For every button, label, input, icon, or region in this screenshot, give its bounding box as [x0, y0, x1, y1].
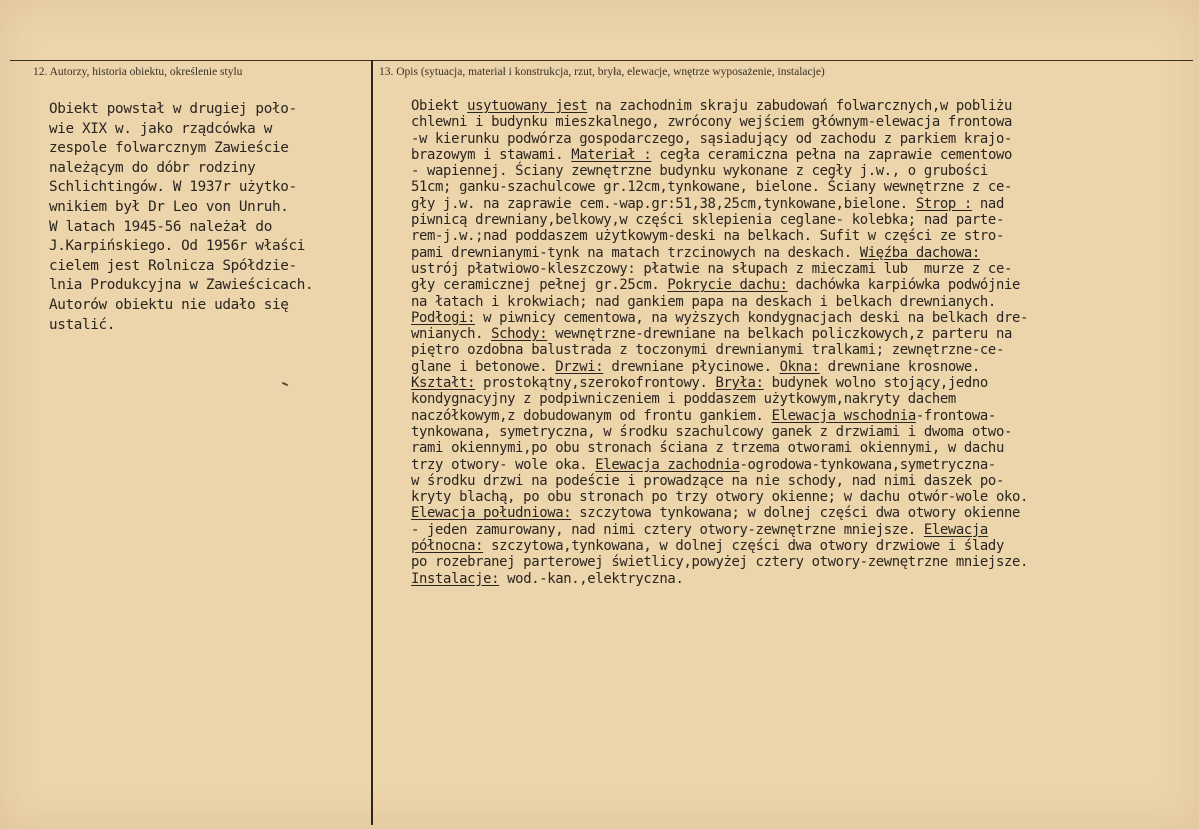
section-heading: Drzwi:	[555, 358, 604, 375]
description-line	[411, 326, 1191, 342]
section-heading: Strop :	[915, 195, 972, 212]
description-line	[411, 310, 1191, 326]
description-line	[411, 359, 1191, 375]
description-line	[411, 554, 1191, 570]
description-segment: na zachodnim skraju zabudowań folwarcznych,w pobliżu	[587, 98, 1012, 114]
description-line	[411, 522, 1191, 538]
description-segment: naczółkowym,z dobudowanym od frontu gankiem.	[411, 407, 772, 424]
description-segment: dachówka karpiówka podwójnie	[787, 277, 1020, 294]
section-heading: Elewacja zachodnia	[595, 456, 740, 473]
history-line: wie XIX w. jako rządcówka w	[49, 120, 272, 137]
description-segment: 51cm; ganku-szachulcowe gr.12cm,tynkowane, bielone. Ściany wewnętrzne z ce-	[411, 179, 1012, 196]
description-segment: Obiekt	[411, 98, 468, 114]
description-line	[411, 391, 1191, 407]
description-line	[411, 342, 1191, 358]
description-line	[411, 571, 1191, 587]
description-segment: nad	[971, 195, 1004, 212]
description-segment: na łatach i krokwiach; nad gankiem papa na deskach i belkach drewnianych.	[411, 293, 996, 310]
description-segment: kondygnacyjny z podpiwniczeniem i poddaszem użytkowym,nakryty dachem	[411, 391, 956, 408]
history-line: cielem jest Rolnicza Spółdzie-	[49, 257, 297, 274]
description-segment: drewniane krosnowe.	[819, 358, 980, 375]
history-line: wnikiem był Dr Leo von Unruh.	[49, 198, 289, 215]
section-heading: Bryła:	[715, 375, 764, 392]
section-heading: Materiał :	[571, 146, 652, 163]
description-line	[411, 375, 1191, 391]
ink-mark	[282, 382, 288, 386]
description-line	[411, 489, 1191, 505]
history-line: lnia Produkcyjna w Zawieścicach.	[49, 277, 314, 294]
section-13-header: 13. Opis (sytuacja, materiał i konstrukcja, rzut, bryła, elewacje, wnętrze wyposażenie, instalacje)	[379, 66, 825, 78]
description-segment: w piwnicy cementowa, na wyższych kondygnacjach deski na belkach dre-	[475, 309, 1028, 326]
description-line	[411, 440, 1191, 456]
description-text	[411, 98, 1191, 587]
description-segment: gły ceramicznej pełnej gr.25cm.	[411, 277, 668, 294]
description-segment: brazowym i stawami.	[411, 146, 572, 163]
description-segment: cegła ceramiczna pełna na zaprawie cementowo	[651, 146, 1012, 163]
section-heading: Okna:	[779, 358, 820, 375]
description-segment: -frontowa-	[915, 407, 996, 424]
section-heading: północna:	[411, 538, 484, 555]
section-heading: Kształt:	[411, 375, 476, 392]
description-line	[411, 196, 1191, 212]
section-heading: Instalacje:	[411, 570, 500, 587]
history-line: zespole folwarcznym Zawieście	[49, 140, 289, 157]
history-line: Autorów obiektu nie udało się	[49, 296, 289, 313]
description-line	[411, 277, 1191, 293]
description-line	[411, 212, 1191, 228]
description-segment: trzy otwory- wole oka.	[411, 456, 596, 473]
history-line: J.Karpińskiego. Od 1956r właści	[49, 238, 305, 255]
description-segment: chlewni i budynku mieszkalnego, zwrócony wejściem głównym-elewacja frontowa	[411, 114, 1012, 131]
section-heading: Elewacja	[923, 521, 988, 538]
section-heading: Elewacja wschodnia	[771, 407, 916, 424]
description-segment: glane i betonowe.	[411, 358, 556, 375]
description-line	[411, 98, 1191, 114]
description-segment: budynek wolno stojący,jedno	[763, 375, 988, 392]
description-line	[411, 228, 1191, 244]
section-heading: Więźba dachowa:	[859, 244, 980, 261]
description-segment: szczytowa tynkowana; w dolnej części dwa otwory okienne	[571, 505, 1020, 522]
header-rule	[10, 60, 1193, 61]
section-heading: usytuowany jest	[467, 98, 588, 114]
history-line: ustalić.	[49, 316, 116, 333]
description-segment: tynkowana, symetryczna, w środku szachulcowy ganek z drzwiami i dwoma otwo-	[411, 423, 1012, 440]
description-line	[411, 114, 1191, 130]
description-segment: -w kierunku podwórza gospodarczego, sąsiadujący od zachodu z parkiem krajo-	[411, 130, 1012, 147]
description-line	[411, 163, 1191, 179]
description-segment: - wapiennej. Ściany zewnętrzne budynku wykonane z cegły j.w., o grubości	[411, 163, 988, 180]
history-line: Obiekt powstał w drugiej poło-	[49, 101, 297, 117]
column-divider	[371, 60, 373, 825]
description-segment: wewnętrzne-drewniane na belkach policzkowych,z parteru na	[547, 326, 1012, 343]
description-line	[411, 131, 1191, 147]
description-line	[411, 505, 1191, 521]
description-segment: - jeden zamurowany, nad nimi cztery otwory-zewnętrzne mniejsze.	[411, 521, 924, 538]
description-segment: gły j.w. na zaprawie cem.-wap.gr:51,38,25cm,tynkowane,bielone.	[411, 195, 916, 212]
description-segment: piwnicą drewniany,belkowy,w części sklepienia ceglane- kolebka; nad parte-	[411, 212, 1004, 229]
description-line	[411, 245, 1191, 261]
section-heading: Pokrycie dachu:	[667, 277, 788, 294]
description-segment: rem-j.w.;nad poddaszem użytkowym-deski na belkach. Sufit w części ze stro-	[411, 228, 1004, 245]
description-line	[411, 457, 1191, 473]
section-heading: Schody:	[491, 326, 548, 343]
history-line: należącym do dóbr rodziny	[49, 159, 256, 176]
history-text	[49, 100, 367, 335]
description-segment: szczytowa,tynkowana, w dolnej części dwa otwory drzwiowe i ślady	[483, 538, 1004, 555]
section-heading: Podłogi:	[411, 309, 476, 326]
history-line: Schlichtingów. W 1937r użytko-	[49, 179, 297, 196]
description-line	[411, 538, 1191, 554]
description-segment: ustrój płatwiowo-kleszczowy: płatwie na słupach z mieczami lub murze z ce-	[411, 260, 1012, 277]
description-line	[411, 147, 1191, 163]
description-segment: wod.-kan.,elektryczna.	[499, 570, 684, 587]
section-12-header: 12. Autorzy, historia obiektu, określenie stylu	[33, 66, 243, 78]
description-segment: po rozebranej parterowej świetlicy,powyżej cztery otwory-zewnętrzne mniejsze.	[411, 554, 1028, 571]
description-line	[411, 179, 1191, 195]
description-line	[411, 424, 1191, 440]
description-line	[411, 261, 1191, 277]
description-segment: kryty blachą, po obu stronach po trzy otwory okienne; w dachu otwór-wole oko.	[411, 489, 1028, 506]
description-line	[411, 294, 1191, 310]
description-segment: rami okiennymi,po obu stronach ściana z trzema otworami okiennymi, w dachu	[411, 440, 1004, 457]
section-heading: Elewacja południowa:	[411, 505, 572, 522]
history-line: W latach 1945-56 należał do	[49, 218, 272, 235]
description-segment: pami drewnianymi-tynk na matach trzcinowych na deskach.	[411, 244, 860, 261]
description-line	[411, 408, 1191, 424]
description-segment: prostokątny,szerokofrontowy.	[475, 375, 716, 392]
description-line	[411, 473, 1191, 489]
description-segment: wnianych.	[411, 326, 492, 343]
description-segment: -ogrodowa-tynkowana,symetryczna-	[739, 456, 996, 473]
description-segment: drewniane płycinowe.	[603, 358, 780, 375]
description-segment: piętro ozdobna balustrada z toczonymi drewnianymi tralkami; zewnętrzne-ce-	[411, 342, 1004, 359]
description-segment: w środku drzwi na podeście i prowadzące na nie schody, nad nimi daszek po-	[411, 472, 1004, 489]
